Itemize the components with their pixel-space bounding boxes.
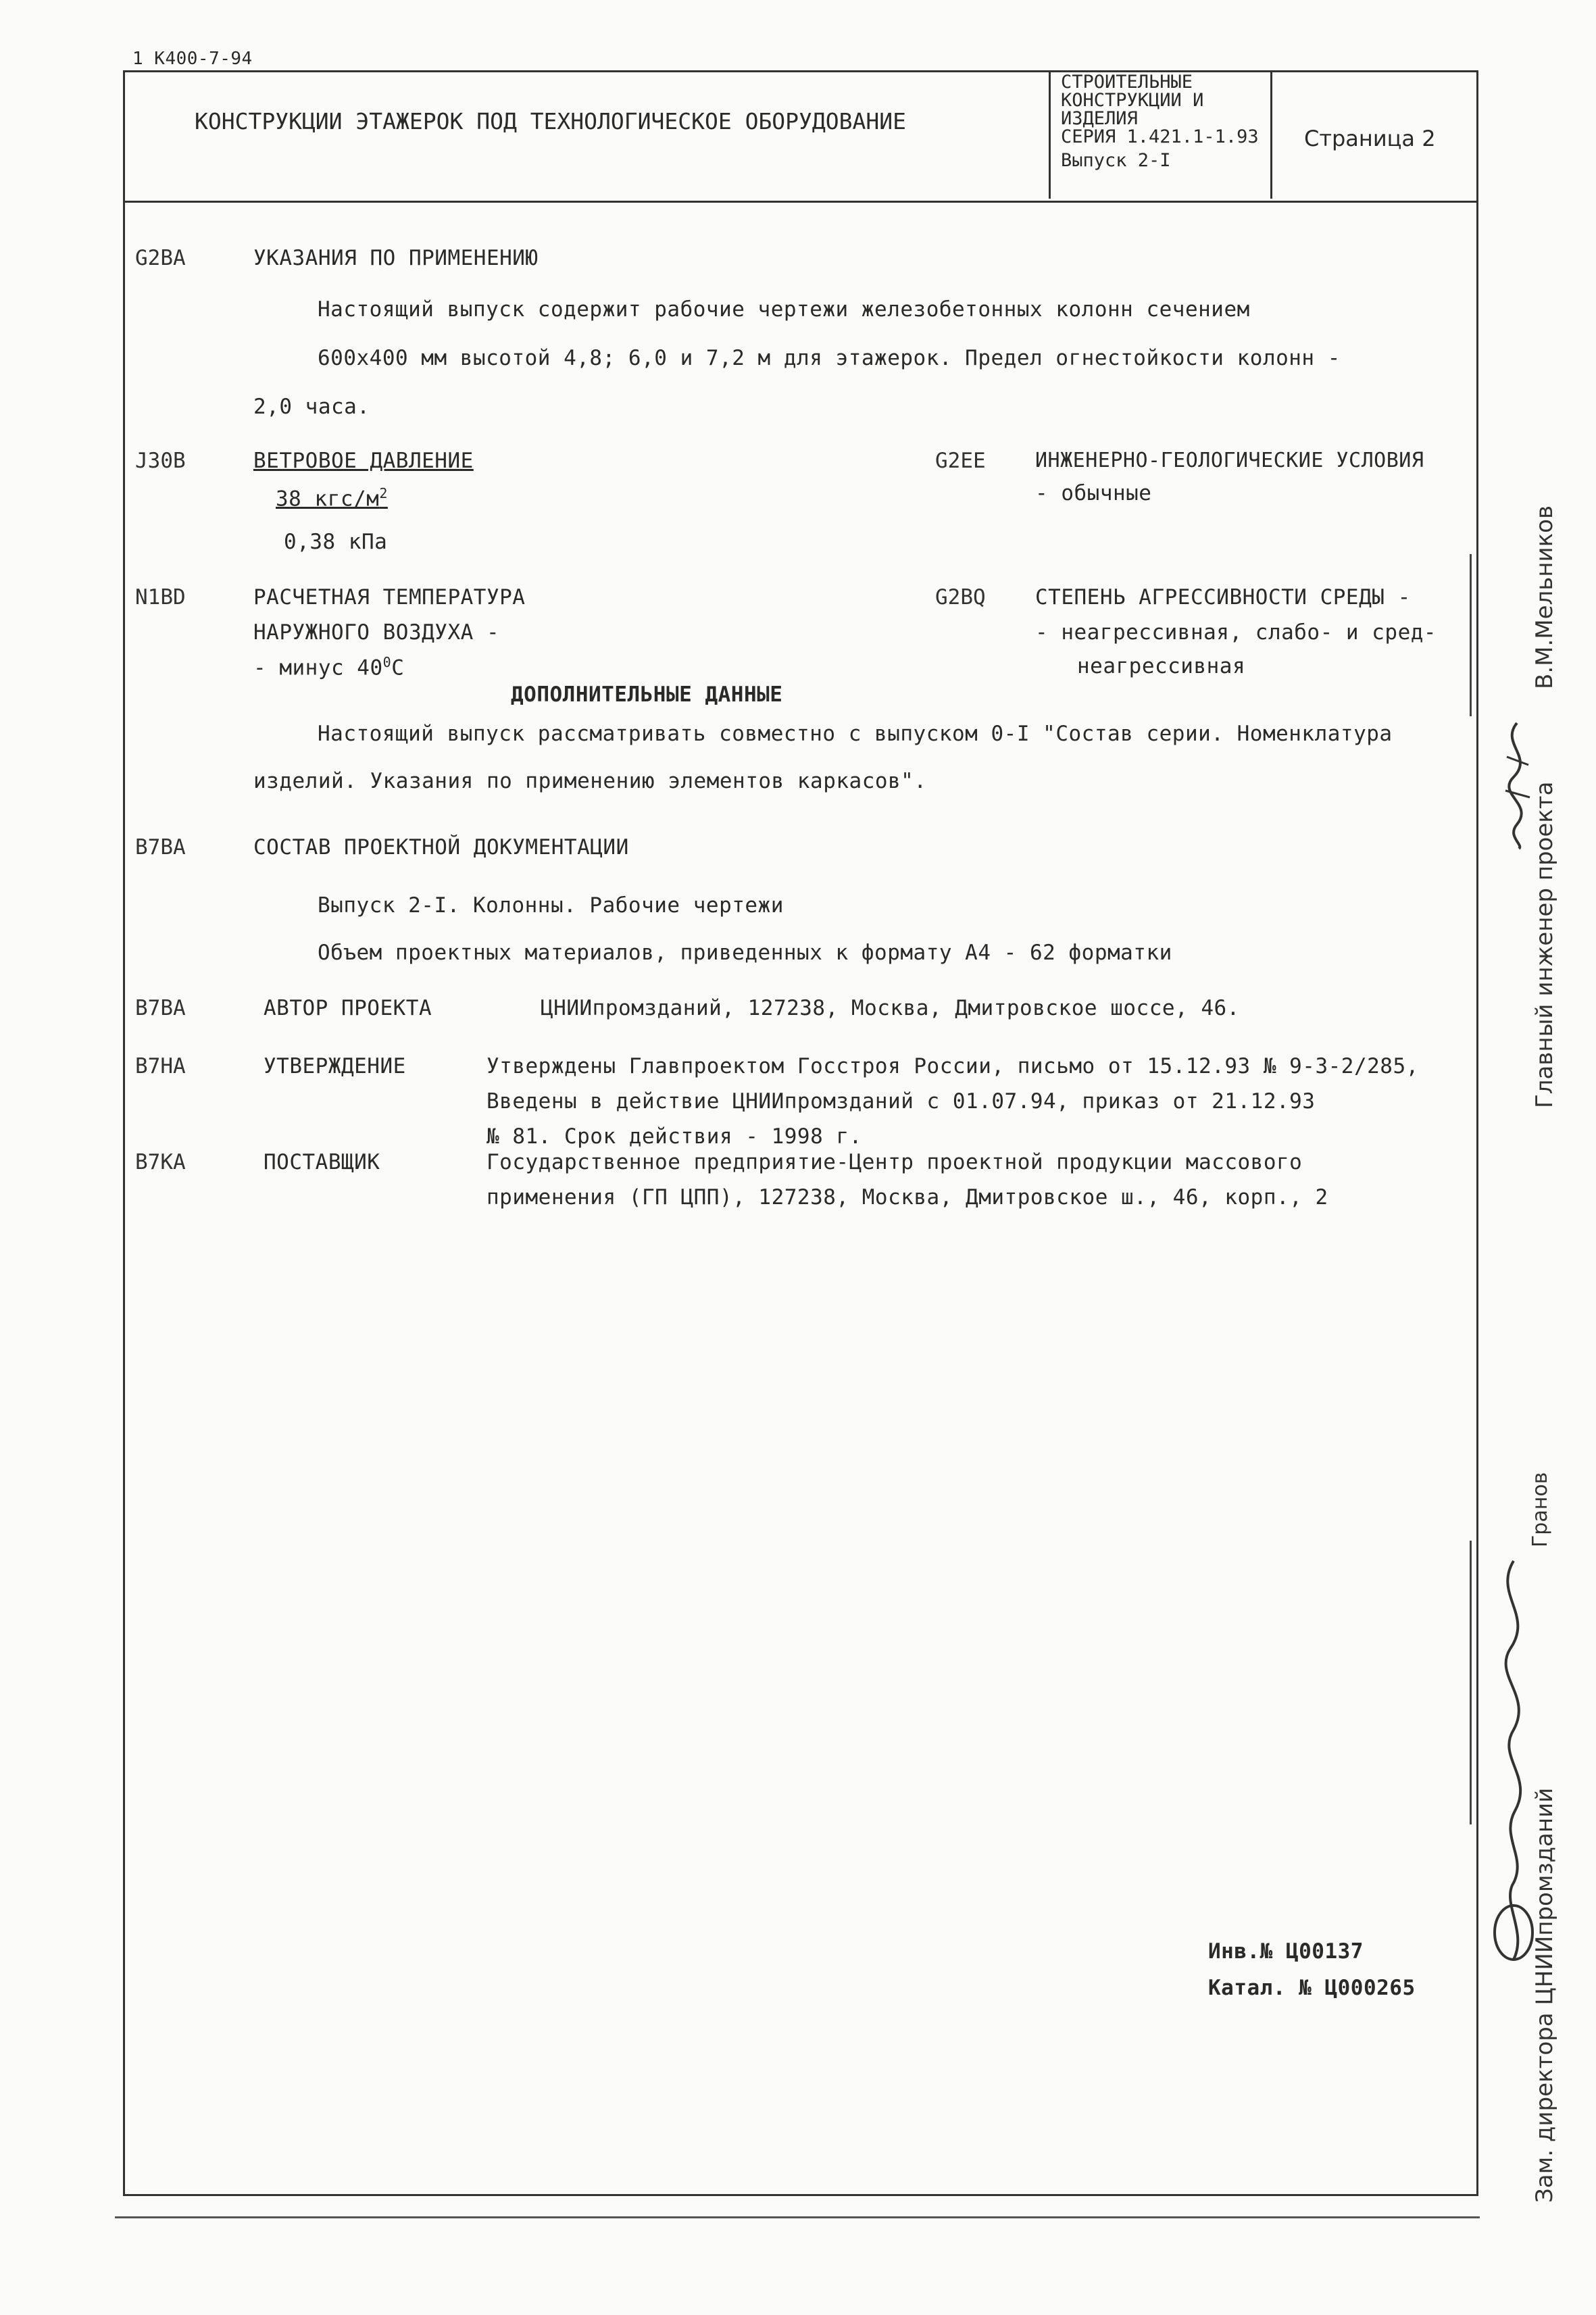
series-line-3: ИЗДЕЛИЯ xyxy=(1061,108,1138,129)
deputy-director-label: Зам. директора ЦНИИпромзданий xyxy=(1531,1787,1558,2203)
header-divider-1 xyxy=(1049,70,1051,199)
approval-line-2: Введены в действие ЦНИИпромзданий с 01.07.94, приказ от 21.12.93 xyxy=(487,1089,1316,1114)
temperature-value-text: - минус 40 xyxy=(253,655,383,680)
series-line-4: СЕРИЯ 1.421.1-1.93 xyxy=(1061,126,1259,147)
series-line-2: КОНСТРУКЦИИ И xyxy=(1061,90,1204,111)
supplier-code: B7KA xyxy=(135,1150,186,1174)
geology-value: - обычные xyxy=(1035,481,1152,505)
chief-engineer-name: В.М.Мельников xyxy=(1531,505,1558,689)
catalog-number: Катал. № Ц000265 xyxy=(1208,1976,1416,2000)
deputy-director-signature xyxy=(1480,1554,1547,1973)
document-title: КОНСТРУКЦИИ ЭТАЖЕРОК ПОД ТЕХНОЛОГИЧЕСКОЕ ОБОРУДОВАНИЕ xyxy=(195,108,906,134)
approval-label: УТВЕРЖДЕНИЕ xyxy=(264,1054,406,1078)
usage-line-2: 600х400 мм высотой 4,8; 6,0 и 7,2 м для этажерок. Предел огнестойкости колонн - xyxy=(318,346,1341,370)
page-number: Страница 2 xyxy=(1304,126,1436,151)
composition-code: B7BA xyxy=(135,835,186,860)
supplier-label: ПОСТАВЩИК xyxy=(264,1150,380,1174)
approval-code: B7HA xyxy=(135,1054,186,1078)
usage-line-3: 2,0 часа. xyxy=(253,395,370,419)
header-divider-2 xyxy=(1270,70,1272,199)
author-code: B7BA xyxy=(135,996,186,1020)
signature-stroke xyxy=(1506,1561,1521,1960)
additional-line-1: Настоящий выпуск рассматривать совместно с выпуском 0-I "Состав серии. Номенклатура xyxy=(318,722,1393,746)
approval-line-1: Утверждены Главпроектом Госстроя России, письмо от 15.12.93 № 9-3-2/285, xyxy=(487,1054,1419,1078)
series-line-5: Выпуск 2-I xyxy=(1061,150,1171,171)
usage-code: G2BA xyxy=(135,246,186,270)
composition-line-1: Выпуск 2-I. Колонны. Рабочие чертежи xyxy=(318,893,784,918)
chief-engineer-label: Главный инженер проекта xyxy=(1531,781,1558,1108)
wind-value-1 xyxy=(276,485,388,511)
supplier-line-1: Государственное предприятие-Центр проектной продукции массового xyxy=(487,1150,1303,1174)
header-box xyxy=(123,70,1478,203)
approval-line-3: № 81. Срок действия - 1998 г. xyxy=(487,1124,862,1149)
aggression-value-1: - неагрессивная, слабо- и сред- xyxy=(1035,620,1437,645)
document-code: 1 К400-7-94 xyxy=(132,49,253,69)
temperature-value-unit: С xyxy=(391,655,405,680)
aggression-code: G2BQ xyxy=(935,585,986,609)
chief-engineer-signature xyxy=(1487,716,1547,851)
additional-title: ДОПОЛНИТЕЛЬНЫЕ ДАННЫЕ xyxy=(511,682,783,707)
inventory-number: Инв.№ Ц00137 xyxy=(1208,1939,1364,1964)
aggression-title: СТЕПЕНЬ АГРЕССИВНОСТИ СРЕДЫ - xyxy=(1035,585,1411,609)
temperature-value xyxy=(253,654,404,680)
author-label: АВТОР ПРОЕКТА xyxy=(264,996,432,1020)
series-block xyxy=(1061,73,1259,170)
wind-value-2: 0,38 кПа xyxy=(284,530,388,554)
wind-value-1-text: 38 кгс/м xyxy=(276,487,380,512)
bottom-rule xyxy=(115,2216,1480,2218)
deputy-director-name: Гранов xyxy=(1528,1472,1552,1547)
author-value: ЦНИИпромзданий, 127238, Москва, Дмитровское шоссе, 46. xyxy=(541,996,1240,1020)
usage-line-1: Настоящий выпуск содержит рабочие чертежи железобетонных колонн сечением xyxy=(318,297,1250,322)
temperature-title-1: РАСЧЕТНАЯ ТЕМПЕРАТУРА xyxy=(253,585,526,609)
wind-value-1-sup: 2 xyxy=(379,485,388,501)
temperature-value-sup: 0 xyxy=(382,654,392,670)
signature-stroke-2 xyxy=(1505,757,1530,797)
wind-title: ВЕТРОВОЕ ДАВЛЕНИЕ xyxy=(253,449,474,473)
composition-line-2: Объем проектных материалов, приведенных к формату А4 - 62 форматки xyxy=(318,941,1172,965)
geology-code: G2EE xyxy=(935,449,986,473)
supplier-line-2: применения (ГП ЦПП), 127238, Москва, Дмитровское ш., 46, корп., 2 xyxy=(487,1185,1328,1210)
aggression-value-2: неагрессивная xyxy=(1077,654,1246,678)
signature-stroke xyxy=(1509,723,1521,849)
temperature-title-2: НАРУЖНОГО ВОЗДУХА - xyxy=(253,620,500,645)
composition-title: СОСТАВ ПРОЕКТНОЙ ДОКУМЕНТАЦИИ xyxy=(253,835,629,860)
wind-code: J30B xyxy=(135,449,186,473)
geology-title: ИНЖЕНЕРНО-ГЕОЛОГИЧЕСКИЕ УСЛОВИЯ xyxy=(1035,449,1424,472)
series-line-1: СТРОИТЕЛЬНЫЕ xyxy=(1061,72,1193,93)
margin-rule-top xyxy=(1470,554,1472,716)
margin-rule-bottom xyxy=(1470,1541,1472,1824)
additional-line-2: изделий. Указания по применению элементов каркасов". xyxy=(253,769,927,793)
usage-title: УКАЗАНИЯ ПО ПРИМЕНЕНИЮ xyxy=(253,246,539,270)
temperature-code: N1BD xyxy=(135,585,186,609)
